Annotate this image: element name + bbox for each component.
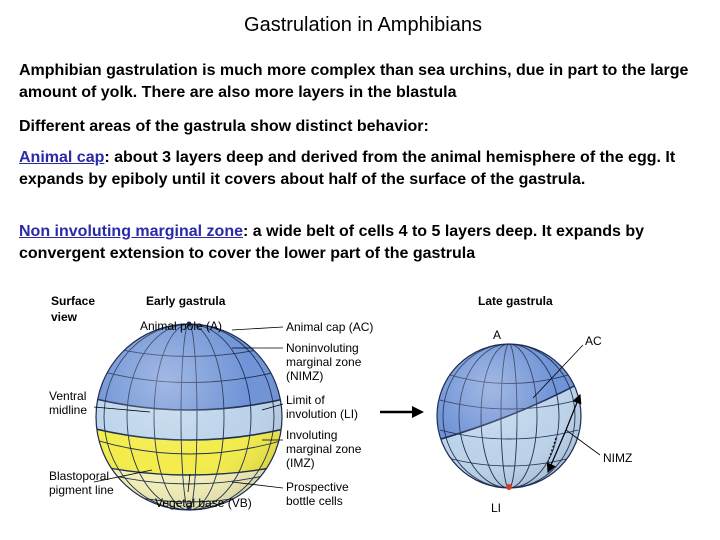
- late-li-dot: [506, 484, 512, 490]
- vegetal-base-label: Vegetal base (VB): [155, 496, 252, 510]
- nimz-label-3: (NIMZ): [286, 369, 324, 383]
- blastoporal-label-1: Blastoporal: [49, 469, 110, 483]
- surface-view-label-1: Surface: [51, 294, 96, 308]
- animal-cap-description: : about 3 layers deep and derived from the animal hemisphere of the egg. It expands by epiboly until it covers about half of the surface of the gastrula.: [19, 149, 676, 188]
- late-a-label: A: [493, 328, 502, 342]
- stage-arrow: [380, 406, 424, 418]
- nimz-link[interactable]: Non involuting marginal zone: [19, 223, 243, 240]
- imz-label-3: (IMZ): [286, 456, 315, 470]
- imz-label-2: marginal zone: [286, 442, 362, 456]
- imz-label-1: Involuting: [286, 428, 338, 442]
- nimz-paragraph: [19, 221, 709, 265]
- animal-cap-paragraph: [19, 147, 709, 191]
- late-nimz-label: NIMZ: [603, 451, 633, 465]
- animal-cap-link[interactable]: Animal cap: [19, 149, 105, 166]
- slide-title: Gastrulation in Amphibians: [244, 14, 482, 36]
- animal-pole-label: Animal pole (A): [140, 319, 223, 333]
- ventral-midline-label-2: midline: [49, 403, 88, 417]
- early-gastrula-title: Early gastrula: [146, 294, 226, 308]
- li-label-2: involution (LI): [286, 407, 359, 421]
- surface-view-label-2: view: [51, 310, 78, 324]
- gastrula-figure: [0, 280, 720, 540]
- bottle-cells-label-2: bottle cells: [286, 494, 343, 508]
- late-ac-label: AC: [585, 334, 602, 348]
- late-gastrula-title: Late gastrula: [478, 294, 553, 308]
- li-label-1: Limit of: [286, 393, 325, 407]
- blastoporal-label-2: pigment line: [49, 483, 114, 497]
- intro-paragraph: Amphibian gastrulation is much more complex than sea urchins, due in part to the large amount of yolk. There are also more layers in the blastula: [19, 62, 689, 101]
- areas-heading: Different areas of the gastrula show distinct behavior:: [19, 118, 429, 135]
- nimz-description: : a wide belt of cells 4 to 5 layers deep. It expands by convergent extension to cover the lower part of the gastrula: [19, 223, 645, 262]
- nimz-label-2: marginal zone: [286, 355, 362, 369]
- ventral-midline-label-1: Ventral: [49, 389, 87, 403]
- late-gastrula-sphere: [420, 340, 600, 500]
- nimz-label-1: Noninvoluting: [286, 341, 359, 355]
- animal-cap-label: Animal cap (AC): [286, 320, 374, 334]
- bottle-cells-label-1: Prospective: [286, 480, 349, 494]
- late-li-label: LI: [491, 501, 502, 515]
